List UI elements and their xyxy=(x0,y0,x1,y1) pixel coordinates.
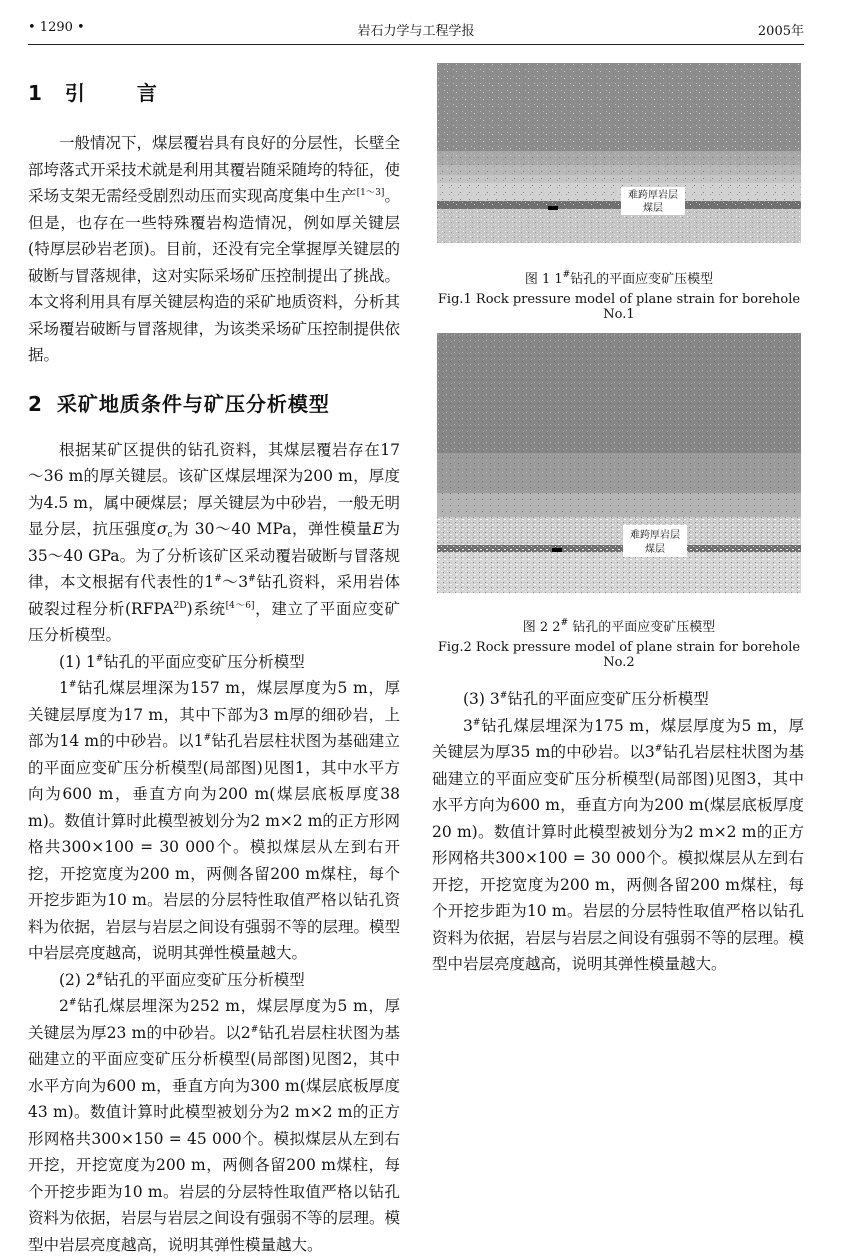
intro-paragraph: 一般情况下，煤层覆岩具有良好的分层性，长壁全部垮落式开采技术就是利用其覆岩随采随垮的特征，使采场支架无需经受剧烈动压而实现高度集中生产[1～3]。但是，也存在一些特殊覆岩构造情况，例如厚关键层(特厚层砂岩老顶)。目前，还没有完全掌握厚关键层的破断与冒落规律，这对实际采场矿压控制提出了挑战。本文将利用具有厚关键层构造的采矿地质资料，分析其采场覆岩破断与冒落规律，为该类采场矿压控制提供依据。 xyxy=(28,134,401,364)
rock-texture xyxy=(437,209,801,243)
figure-2-caption-en: Fig.2 Rock pressure model of plane strain for borehole No.2 xyxy=(437,640,801,670)
excavation-marker xyxy=(552,548,562,552)
coal-seam-label: 煤层 xyxy=(645,544,665,555)
figure-2-model xyxy=(437,333,801,593)
rock-texture xyxy=(437,517,801,593)
figure-1-caption-en: Fig.1 Rock pressure model of plane strain for borehole No.1 xyxy=(437,292,801,322)
borehole-1-paragraph: 1#钻孔煤层埋深为157 m，煤层厚度为5 m，厚关键层厚度为17 m，其中下部为3 m厚的细砂岩，上部为14 m的中砂岩。以1#钻孔岩层柱状图为基础建立的平面应变矿压分析模型(局部图)见图1，其中水平方向为600 m，垂直方向为200 m(煤层底板厚度38 m)。数值计算时此模型被划分为2 m×2 m的正方形网格共300×100 = 30 000个。模拟煤层从左到右开挖，开挖宽度为200 m，两侧各留200 m煤柱，每个开挖步距为10 m。岩层的分层特性取值严格以钻孔资料为依据，岩层与岩层之间设有强弱不等的层理。模型中岩层亮度越高，说明其弹性模量越大。 xyxy=(28,679,401,962)
issue-year: 2005年 xyxy=(757,24,804,39)
citation: [1～3] xyxy=(356,188,385,198)
key-stratum-label: 难跨厚岩层 xyxy=(630,530,680,541)
subsection-3-heading: (3) 3#钻孔的平面应变矿压分析模型 xyxy=(463,690,709,708)
journal-title: 岩石力学与工程学报 xyxy=(357,24,475,39)
section-2-heading: 2 采矿地质条件与矿压分析模型 xyxy=(28,391,330,416)
rock-texture xyxy=(437,63,801,209)
subsection-1-heading: (1) 1#钻孔的平面应变矿压分析模型 xyxy=(59,652,305,671)
borehole-2-paragraph: 2#钻孔煤层埋深为252 m，煤层厚度为5 m，厚关键层为厚23 m的中砂岩。以2#钻孔岩层柱状图为基础建立的平面应变矿压分析模型(局部图)见图2，其中水平方向为600 m，垂直方向为300 m(煤层底板厚度 43 m)。数值计算时此模型被划分为2 m×2 m的正方形网格共300×150 = 45 000个。模拟煤层从左到右开挖，开挖宽度为200 m，两侧各留200 m煤柱，每个开挖步距为10 m。岩层的分层特性取值严格以钻孔资料为依据，岩层与岩层之间设有强弱不等的层理。模型中岩层亮度越高，说明其弹性模量越大。 xyxy=(28,997,401,1254)
left-column xyxy=(28,80,400,1258)
excavation-marker xyxy=(548,206,558,210)
borehole-3-paragraph: 3#钻孔煤层埋深为175 m，煤层厚度为5 m，厚关键层为厚35 m的中砂岩。以3#钻孔岩层柱状图为基础建立的平面应变矿压分析模型(局部图)见图3，其中水平方向为600 m，垂直方向为200 m(煤层底板厚度20 m)。数值计算时此模型被划分为2 m×2 m的正方形网格共300×100 = 30 000个。模拟煤层从左到右开挖，开挖宽度为200 m，两侧各留200 m煤柱，每个开挖步距为10 m。岩层的分层特性取值严格以钻孔资料为依据，岩层与岩层之间设有强弱不等的层理。模型中岩层亮度越高，说明其弹性模量越大。 xyxy=(432,716,805,973)
figure-1-caption-cn: 图 1 1#钻孔的平面应变矿压模型 xyxy=(524,270,714,287)
geology-paragraph: 根据某矿区提供的钻孔资料，其煤层覆岩存在17～36 m的厚关键层。该矿区煤层埋深为200 m，厚度为4.5 m，属中硬煤层；厚关键层为中砂岩，一般无明显分层，抗压强度$\sigma_c$为 30～40 MPa，弹性模量E为35～40 GPa。为了分析该矿区采动覆岩破断与冒落规律，本文根据有代表性的1#～3#钻孔资料，采用岩体破裂过程分析$(RFPA^{2D})$系统[4～6]，建立了平面应变矿压分析模型。 xyxy=(28,440,400,644)
key-stratum-label: 难跨厚岩层 xyxy=(628,190,678,201)
figure-1-svg xyxy=(437,63,801,243)
section-1-heading: 1 引 言 xyxy=(28,81,173,105)
rock-texture xyxy=(437,333,801,517)
coal-seam-label: 煤层 xyxy=(643,203,663,214)
figure-2-caption-cn: 图 2 2# 钻孔的平面应变矿压模型 xyxy=(522,618,716,635)
figure-2-svg xyxy=(437,333,801,593)
page-number: • 1290 • xyxy=(28,20,85,35)
right-column xyxy=(432,686,804,978)
figure-1-model xyxy=(437,63,801,243)
page-header xyxy=(28,18,804,45)
subsection-2-heading: (2) 2#钻孔的平面应变矿压分析模型 xyxy=(59,970,305,989)
citation: [4～6] xyxy=(225,600,255,611)
